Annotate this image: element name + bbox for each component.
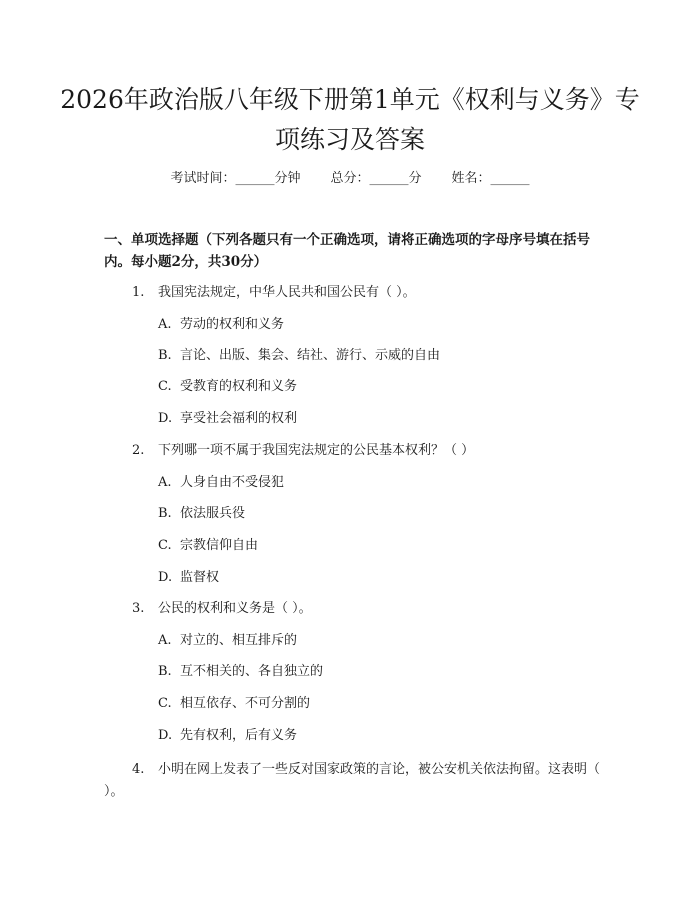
option-text: 依法服兵役	[180, 506, 246, 521]
question-2-option-c	[158, 535, 598, 557]
option-letter: D.	[158, 570, 173, 585]
question-text: 公民的权利和义务是（ ）。	[158, 601, 312, 616]
option-text: 相互依存、不可分割的	[180, 696, 311, 711]
option-text: 受教育的权利和义务	[180, 379, 298, 394]
question-text: 小明在网上发表了一些反对国家政策的言论，被公安机关依法拘留。这表明（ ）。	[104, 762, 601, 799]
question-3-option-d	[158, 725, 598, 747]
question-3-option-b	[158, 661, 598, 683]
question-1-option-b	[158, 345, 598, 367]
option-letter: C.	[158, 696, 172, 711]
question-text: 我国宪法规定，中华人民共和国公民有（ ）。	[158, 285, 416, 300]
question-2-option-a	[158, 472, 598, 494]
question-number: 2.	[132, 443, 145, 458]
option-letter: A.	[158, 317, 172, 332]
question-4	[104, 759, 614, 803]
question-2	[132, 440, 612, 462]
option-letter: A.	[158, 633, 172, 648]
question-3-option-c	[158, 693, 598, 715]
question-1-option-d	[158, 408, 598, 430]
question-3-option-a	[158, 630, 598, 652]
option-letter: D.	[158, 411, 173, 426]
option-letter: B.	[158, 348, 172, 363]
question-2-option-d	[158, 567, 598, 589]
question-number: 3.	[132, 601, 145, 616]
question-text: 下列哪一项不属于我国宪法规定的公民基本权利？（ ）	[158, 443, 475, 458]
option-text: 对立的、相互排斥的	[180, 633, 298, 648]
option-text: 言论、出版、集会、结社、游行、示威的自由	[180, 348, 441, 363]
option-text: 互不相关的、各自独立的	[180, 664, 324, 679]
option-letter: C.	[158, 379, 172, 394]
page-title: 2026年政治版八年级下册第1单元《权利与义务》专项练习及答案	[60, 85, 640, 154]
option-text: 享受社会福利的权利	[180, 411, 298, 426]
option-text: 监督权	[180, 570, 220, 585]
option-letter: A.	[158, 475, 172, 490]
student-name: 姓名：______	[451, 171, 530, 186]
option-letter: B.	[158, 506, 172, 521]
option-letter: C.	[158, 538, 172, 553]
total-score: 总分：______分	[330, 171, 422, 186]
question-number: 1.	[132, 285, 145, 300]
option-letter: D.	[158, 728, 173, 743]
question-1	[132, 282, 612, 304]
option-text: 劳动的权利和义务	[180, 317, 285, 332]
question-2-option-b	[158, 503, 598, 525]
exam-meta	[0, 170, 700, 188]
question-1-option-a	[158, 314, 598, 336]
section-heading: 一、单项选择题（下列各题只有一个正确选项，请将正确选项的字母序号填在括号内。每小题2分，共30分）	[104, 232, 590, 270]
option-text: 人身自由不受侵犯	[180, 475, 285, 490]
question-3	[132, 598, 612, 620]
exam-time: 考试时间：______分钟	[170, 171, 301, 186]
option-text: 宗教信仰自由	[180, 538, 259, 553]
option-letter: B.	[158, 664, 172, 679]
option-text: 先有权利，后有义务	[180, 728, 298, 743]
question-number: 4.	[132, 762, 145, 777]
question-1-option-c	[158, 376, 598, 398]
